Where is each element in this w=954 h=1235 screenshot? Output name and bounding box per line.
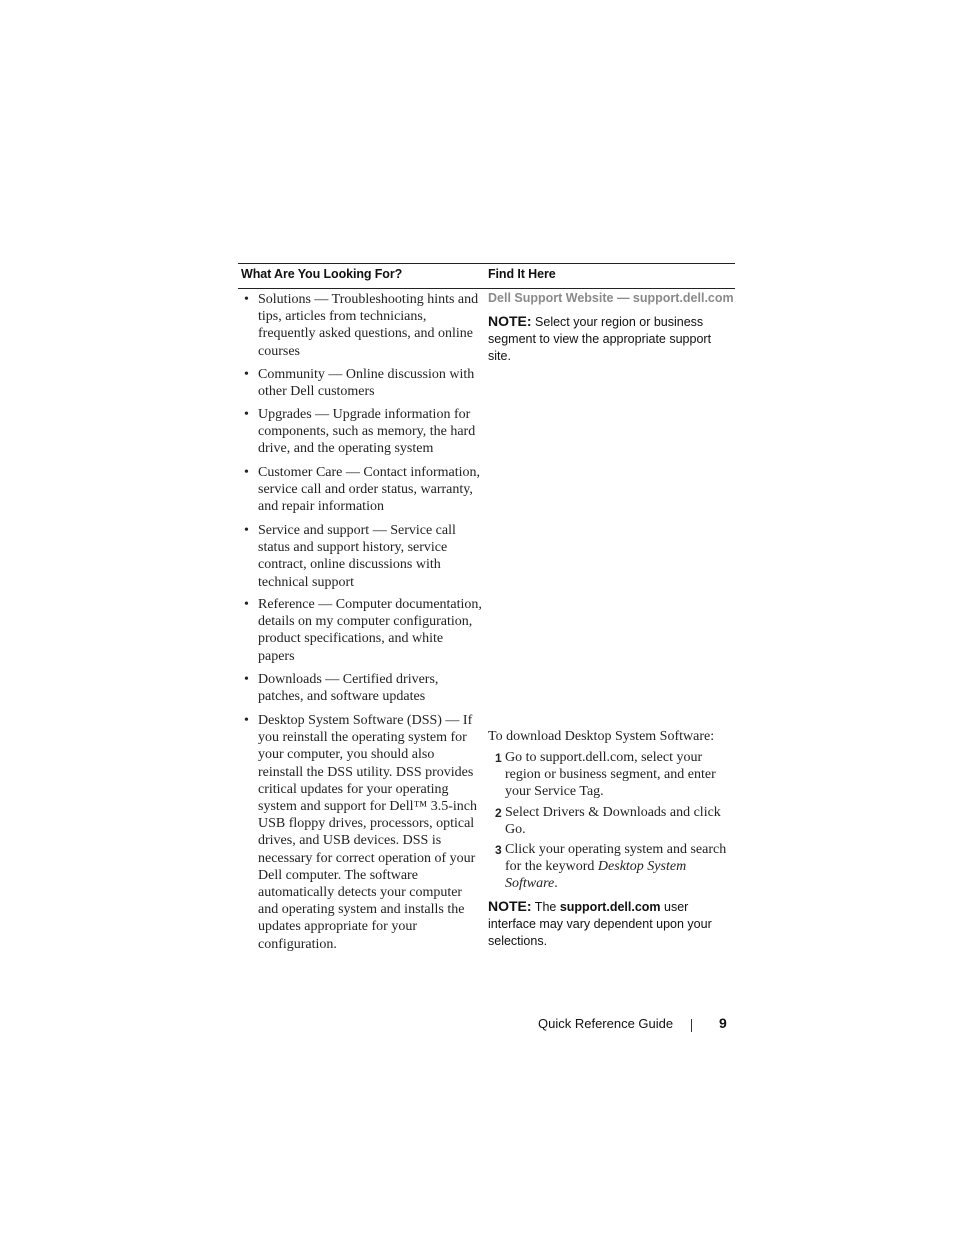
- bullet-icon: •: [244, 713, 249, 728]
- bullet-icon: •: [244, 523, 249, 538]
- list-item-text: Customer Care — Contact information, service call and order status, warranty, and repair information: [258, 465, 481, 515]
- drivers-downloads-label: Drivers & Downloads: [542, 805, 667, 820]
- table-header-rule: [238, 288, 735, 289]
- list-item-text: Upgrades — Upgrade information for components, such as memory, the hard drive, and the operating system: [258, 407, 476, 457]
- dell-support-website-link[interactable]: Dell Support Website — support.dell.com: [488, 291, 734, 305]
- list-item-text: Solutions — Troubleshooting hints and tips, articles from technicians, frequently asked questions, and online courses: [258, 292, 479, 359]
- note-label: NOTE:: [488, 898, 532, 914]
- bullet-icon: •: [244, 292, 249, 307]
- step-text: Select Drivers & Downloads and click Go.: [505, 805, 721, 838]
- list-item-text: Service and support — Service call status and support history, service contract, online discussions with technical support: [258, 523, 456, 590]
- list-item-text: Community — Online discussion with other Dell customers: [258, 367, 475, 400]
- column-header-find-it-here: Find It Here: [488, 267, 556, 281]
- list-item-text: Desktop System Software (DSS) — If you reinstall the operating system for your computer, you should also reinstall the DSS utility. DSS provides critical updates for your operating system and support for Dell™ 3.5-inch USB floppy drives, processors, optical drives, and USB devices. DSS is necessary for correct operation of your Dell computer. The software automatically detects your computer and operating system and installs the updates appropriate for your configuration.: [258, 713, 478, 952]
- step-number: 2: [495, 806, 502, 820]
- download-intro: To download Desktop System Software:: [488, 729, 715, 744]
- list-item-text: Downloads — Certified drivers, patches, and software updates: [258, 672, 439, 705]
- page-number: 9: [719, 1015, 727, 1031]
- support-site-link[interactable]: support.dell.com: [540, 750, 635, 765]
- note-interface: NOTE: The support.dell.com user interface may vary dependent upon your selections.: [488, 898, 712, 948]
- note-region: [488, 313, 735, 365]
- support-site-ref: support.dell.com: [559, 900, 661, 914]
- step-text: Go to support.dell.com, select your region or business segment, and enter your Service Tag.: [505, 750, 716, 800]
- note-text: Select your region or business segment to view the appropriate support site.: [488, 315, 712, 363]
- bullet-icon: •: [244, 407, 249, 422]
- bullet-icon: •: [244, 597, 249, 612]
- keyword-text: Desktop System Software: [505, 859, 687, 892]
- footer-divider: [691, 1019, 692, 1032]
- column-header-looking-for: What Are You Looking For?: [241, 267, 403, 281]
- footer-guide-title: Quick Reference Guide: [538, 1016, 674, 1031]
- go-label: Go: [505, 822, 523, 838]
- step-number: 3: [495, 843, 502, 857]
- table-top-rule: [238, 263, 735, 264]
- note-label: NOTE:: [488, 313, 532, 329]
- bullet-icon: •: [244, 367, 249, 382]
- step-number: 1: [495, 751, 502, 765]
- list-item-text: Reference — Computer documentation, details on my computer configuration, product specifications, and white papers: [258, 597, 482, 664]
- bullet-icon: •: [244, 672, 249, 687]
- bullet-icon: •: [244, 465, 249, 480]
- step-text: Click your operating system and search for the keyword Desktop System Software.: [505, 842, 727, 892]
